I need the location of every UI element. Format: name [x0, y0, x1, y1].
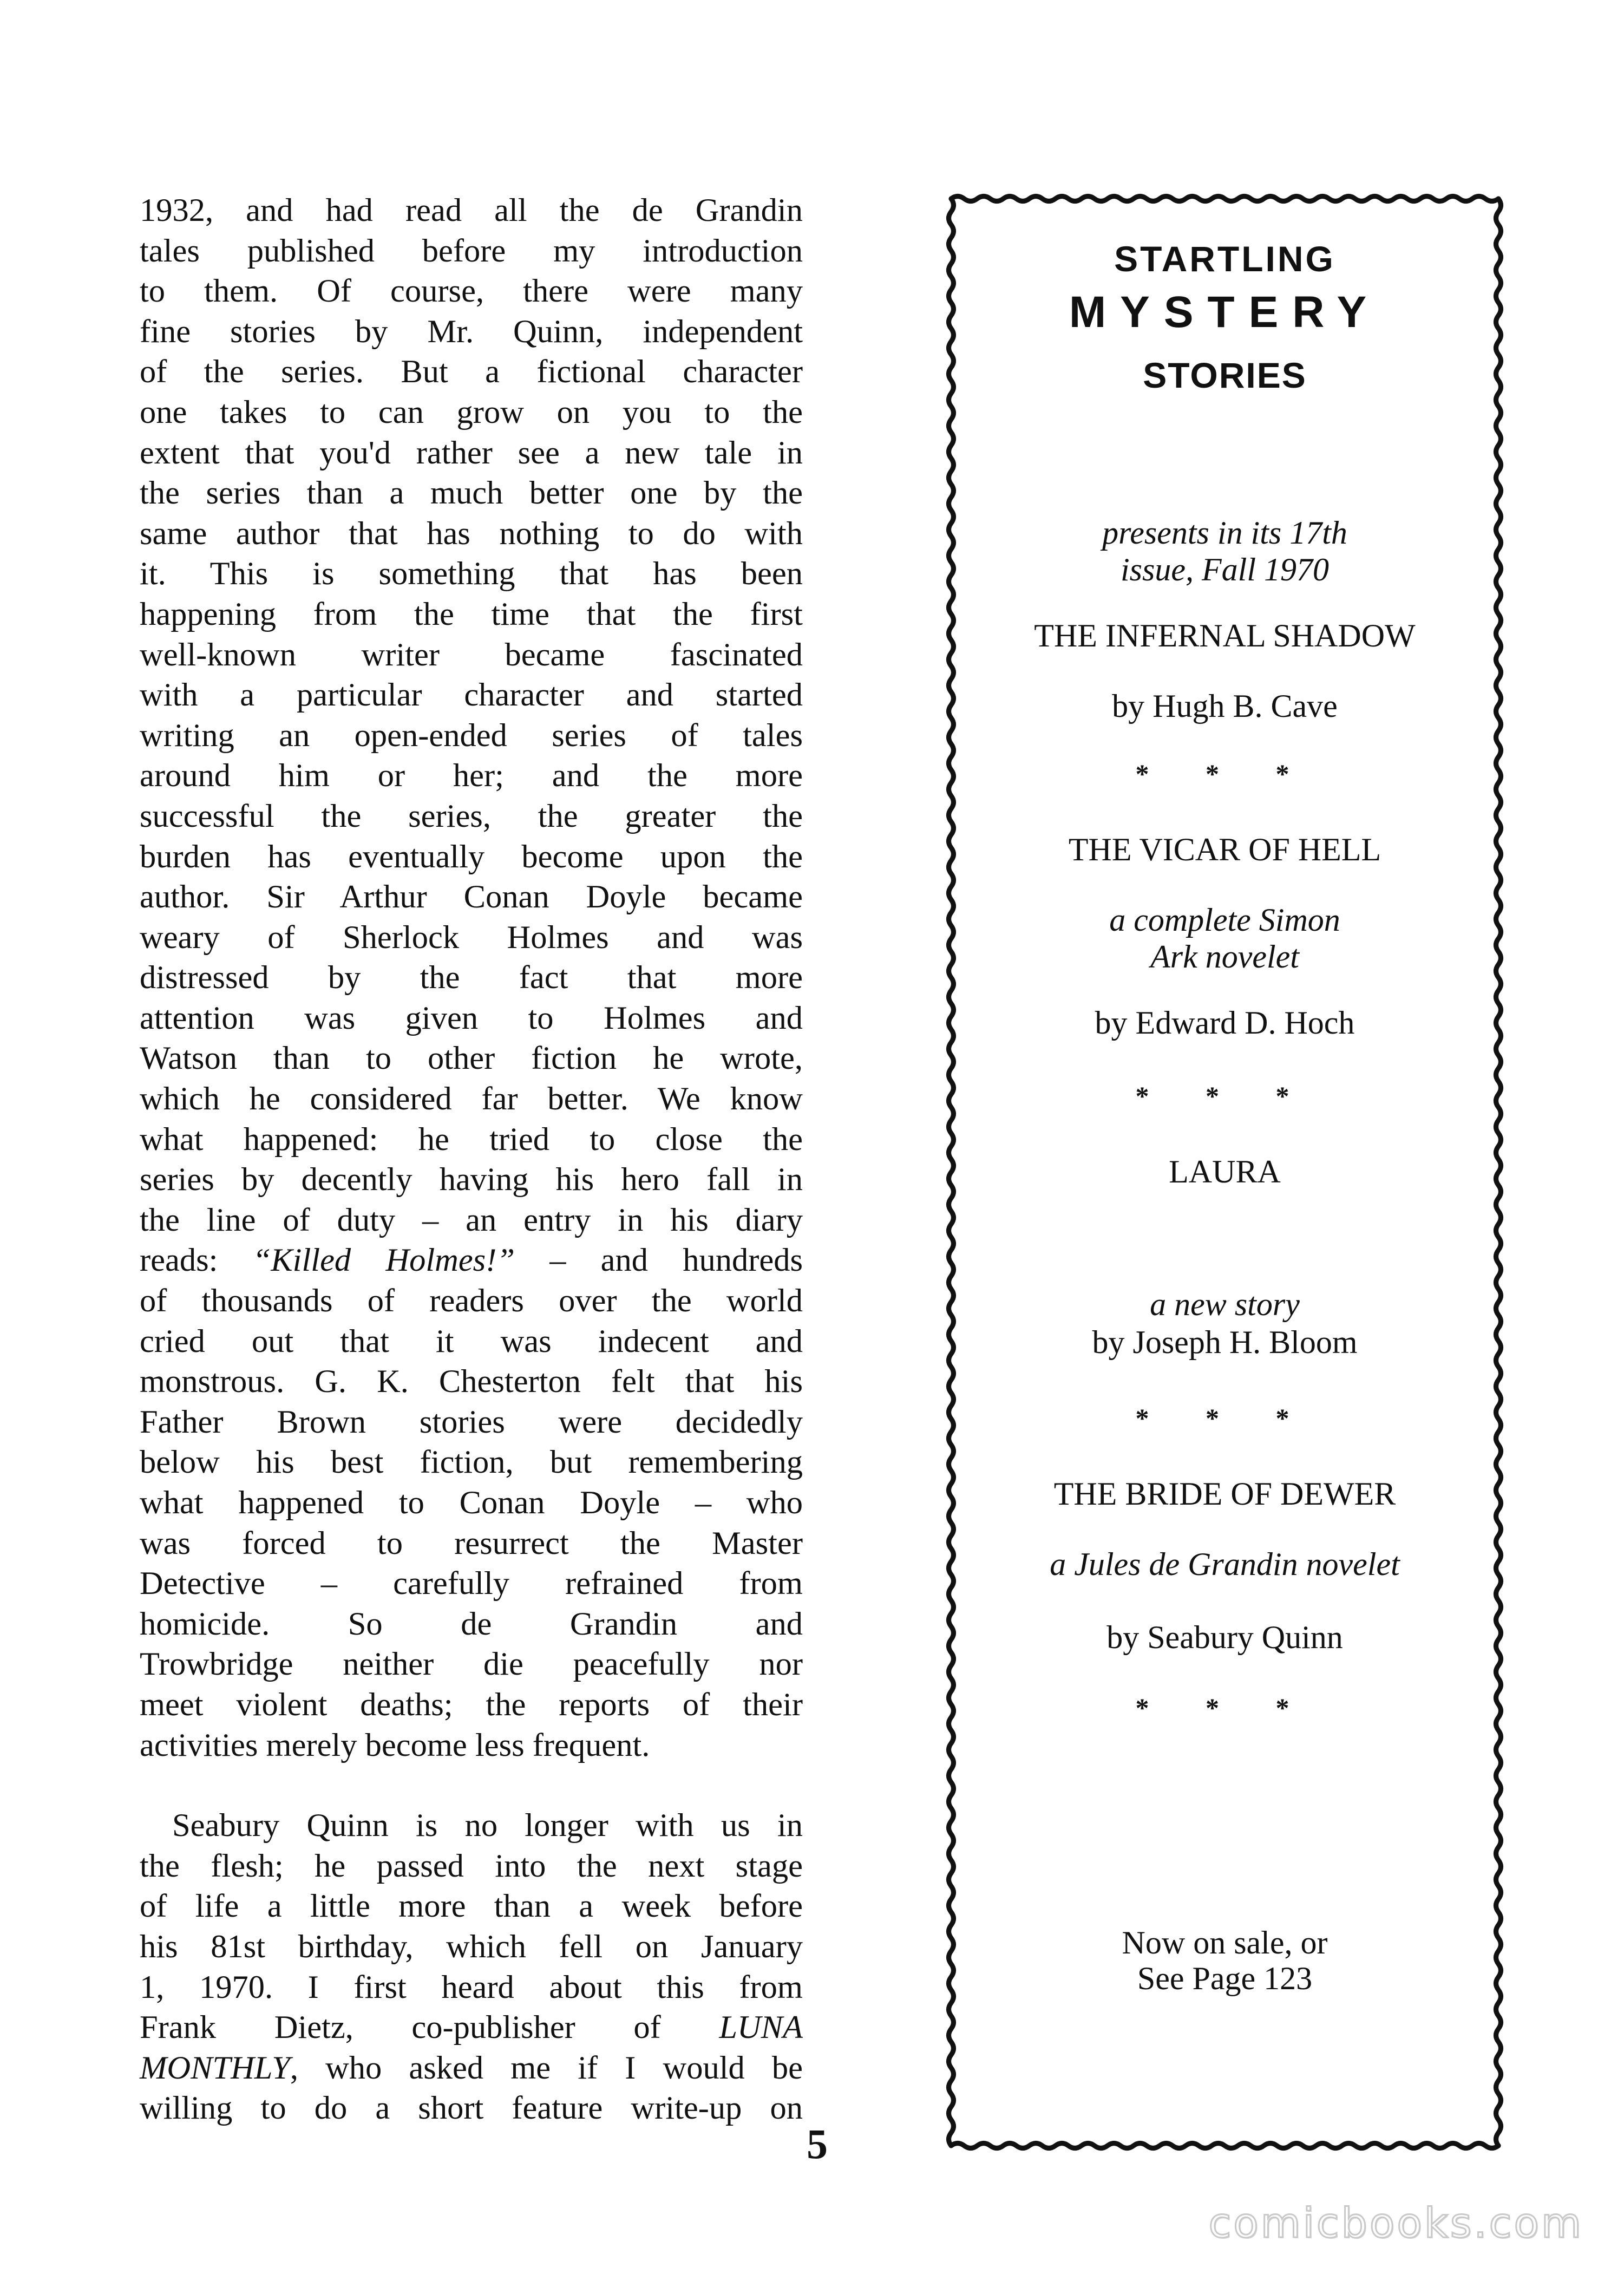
text-fragment: – and hundreds [515, 1242, 803, 1279]
text-line: well-known writer became fascinated [140, 636, 803, 673]
text-line: successful the series, the greater the [140, 798, 803, 834]
text-fragment: Frank Dietz, co-publisher of [140, 2009, 719, 2046]
text-line: attention was given to Holmes and [140, 999, 803, 1036]
text-line: what happened: he tried to close the [140, 1121, 803, 1158]
text-line: Detective – carefully refrained from [140, 1565, 803, 1602]
advertisement-box [939, 187, 1510, 2158]
text-line: extent that you'd rather see a new tale in [140, 434, 803, 471]
story-title: THE INFERNAL SHADOW [1034, 618, 1416, 654]
text-line: fine stories by Mr. Quinn, independent [140, 313, 803, 350]
text-line: activities merely become less frequent. [140, 1727, 650, 1763]
text-line: weary of Sherlock Holmes and was [140, 919, 803, 956]
story-title: THE VICAR OF HELL [1068, 832, 1381, 867]
issue-intro [972, 514, 1478, 588]
separator-stars: * * * [1135, 1081, 1314, 1111]
text-line: the flesh; he passed into the next stage [140, 1847, 803, 1884]
story-title: LAURA [1169, 1154, 1281, 1190]
story-byline: by Hugh B. Cave [1112, 688, 1338, 724]
advertisement-content [972, 187, 1478, 2158]
issue-intro-line-1: presents in its 17th [1102, 515, 1347, 551]
text-line: writing an open-ended series of tales [140, 717, 803, 754]
story-description-line: a complete Simon [1109, 902, 1340, 938]
issue-intro-line-2: issue, Fall 1970 [1121, 552, 1329, 587]
separator-stars: * * * [1135, 1403, 1314, 1433]
text-line: of thousands of readers over the world [140, 1283, 803, 1319]
magazine-title-line-1: STARTLING [1114, 239, 1335, 279]
text-line: below his best fiction, but remembering [140, 1444, 803, 1481]
text-line: distressed by the fact that more [140, 959, 803, 996]
text-line: Father Brown stories were decidedly [140, 1403, 803, 1440]
text-line-mixed [140, 2008, 803, 2048]
italic-quote: “Killed Holmes!” [252, 1242, 515, 1279]
text-line: to them. Of course, there were many [140, 273, 803, 310]
text-line: which he considered far better. We know [140, 1081, 803, 1118]
text-fragment: , who asked me if I would be [290, 2049, 803, 2086]
text-fragment: reads: [140, 1242, 253, 1279]
story-byline: by Seabury Quinn [1106, 1619, 1343, 1655]
availability-note [972, 1925, 1478, 1996]
frame-edge [949, 199, 954, 2146]
text-line: monstrous. G. K. Chesterton felt that his [140, 1363, 803, 1400]
text-line: around him or her; and the more [140, 757, 803, 794]
availability-line-2: See Page 123 [1137, 1961, 1313, 1996]
story-byline: by Edward D. Hoch [1095, 1005, 1355, 1041]
availability-line-1: Now on sale, or [1122, 1925, 1328, 1961]
site-watermark: comicbooks.com [1208, 2199, 1583, 2247]
text-line: tales published before my introduction [140, 232, 803, 269]
text-line: Trowbridge neither die peacefully nor [140, 1646, 803, 1683]
story-description-line: Ark novelet [1150, 939, 1299, 975]
text-line: willing to do a short feature write-up on [140, 2090, 803, 2127]
text-line: homicide. So de Grandin and [140, 1605, 803, 1642]
article-paragraph-2 [140, 1806, 803, 2129]
separator-stars: * * * [1135, 759, 1314, 789]
text-line: 1, 1970. I first heard about this from [140, 1969, 803, 2005]
italic-title: MONTHLY [140, 2049, 290, 2086]
story-title: THE BRIDE OF DEWER [1053, 1476, 1396, 1512]
text-line: was forced to resurrect the Master [140, 1525, 803, 1561]
text-line: burden has eventually become upon the [140, 838, 803, 875]
page-number: 5 [807, 2120, 828, 2167]
text-line: cried out that it was indecent and [140, 1323, 803, 1360]
italic-title: LUNA [719, 2009, 803, 2046]
text-line: same author that has nothing to do with [140, 515, 803, 552]
article-column [140, 191, 803, 2129]
story-byline: by Joseph H. Bloom [1092, 1324, 1358, 1360]
text-line: his 81st birthday, which fell on January [140, 1928, 803, 1965]
text-line: meet violent deaths; the reports of their [140, 1686, 803, 1723]
text-line: 1932, and had read all the de Grandin [140, 192, 803, 228]
text-line-mixed [140, 2048, 803, 2089]
text-line: happening from the time that the first [140, 596, 803, 632]
story-description [972, 901, 1478, 975]
text-line: the series than a much better one by the [140, 475, 803, 512]
text-line: Watson than to other fiction he wrote, [140, 1040, 803, 1077]
story-description: a Jules de Grandin novelet [1050, 1546, 1400, 1582]
magazine-title-line-3: STORIES [1143, 355, 1307, 395]
text-line: author. Sir Arthur Conan Doyle became [140, 879, 803, 916]
text-line: it. This is something that has been [140, 556, 803, 592]
article-paragraph-1 [140, 191, 803, 1766]
frame-edge [1496, 199, 1501, 2146]
text-line: with a particular character and started [140, 677, 803, 714]
text-line: the line of duty – an entry in his diary [140, 1201, 803, 1238]
text-line: what happened to Conan Doyle – who [140, 1485, 803, 1521]
text-line: one takes to can grow on you to the [140, 394, 803, 430]
magazine-title-line-2: MYSTERY [1069, 287, 1381, 337]
text-line-mixed [140, 1240, 803, 1281]
text-line: Seabury Quinn is no longer with us in [172, 1807, 803, 1844]
text-line: of the series. But a fictional character [140, 354, 803, 390]
separator-stars: * * * [1135, 1693, 1314, 1723]
text-line: of life a little more than a week before [140, 1888, 803, 1925]
story-description: a new story [1150, 1286, 1300, 1322]
text-line: series by decently having his hero fall in [140, 1161, 803, 1198]
